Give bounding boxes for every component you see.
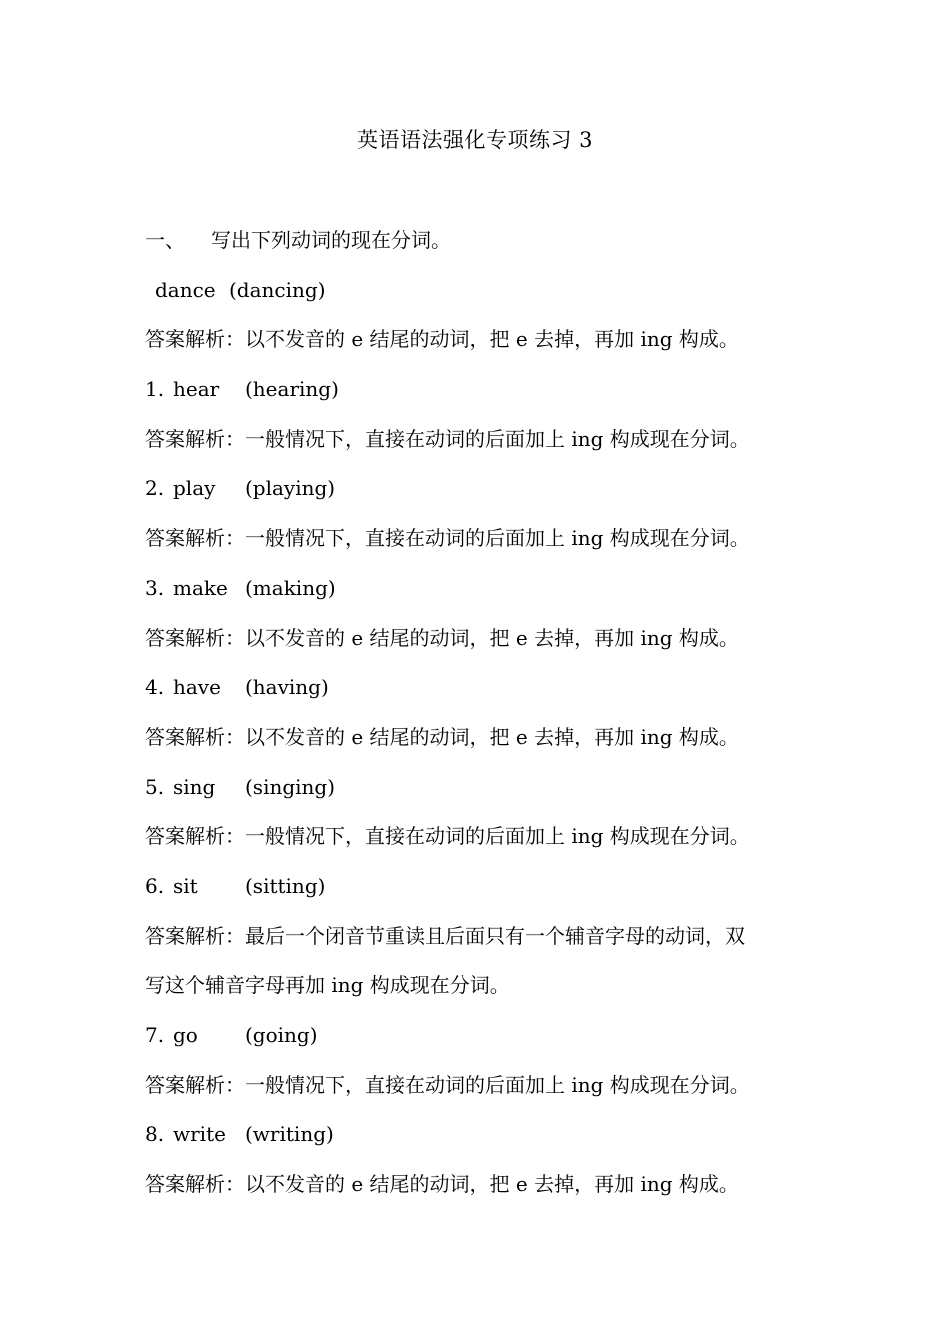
item-word: go [173, 1023, 198, 1047]
item-number: 6. [145, 873, 165, 898]
section-heading [145, 224, 825, 274]
item-explanation: 答案解析：一般情况下，直接在动词的后面加上 ing 构成现在分词。 [145, 426, 750, 451]
page-title: 英语语法强化专项练习 3 [356, 128, 594, 152]
item-number: 1. [145, 377, 165, 402]
item-explanation: 答案解析：以不发音的 e 结尾的动词，把 e 去掉，再加 ing 构成。 [145, 724, 739, 749]
item-word: hear [173, 377, 220, 402]
item-answer: (playing) [245, 476, 336, 501]
section-number: 一、 [145, 228, 185, 252]
item-explanation: 答案解析：以不发音的 e 结尾的动词，把 e 去掉，再加 ing 构成。 [145, 625, 739, 650]
exercise-content [145, 224, 825, 1218]
exercise-item-6 [145, 870, 825, 920]
item-number: 7. [145, 1023, 165, 1047]
item-answer: (hearing) [245, 377, 339, 402]
item-word: have [173, 675, 221, 700]
exercise-item-1 [145, 373, 825, 423]
exercise-item-3 [145, 572, 825, 622]
item-answer: (making) [245, 575, 336, 600]
exercise-item-5 [145, 771, 825, 821]
item-explanation-continued: 写这个辅音字母再加 ing 构成现在分词。 [145, 973, 510, 998]
example-item [145, 274, 825, 324]
example-explanation: 答案解析：以不发音的 e 结尾的动词，把 e 去掉，再加 ing 构成。 [145, 327, 739, 352]
item-number: 2. [145, 476, 165, 501]
example-answer: (dancing) [229, 277, 326, 302]
exercise-item-4 [145, 671, 825, 721]
item-answer: (going) [245, 1023, 318, 1047]
item-word: sit [173, 873, 198, 898]
item-number: 3. [145, 575, 165, 600]
section-heading-text: 写出下列动词的现在分词。 [211, 228, 451, 252]
item-word: sing [173, 774, 216, 799]
exercise-item-2 [145, 472, 825, 522]
item-word: write [173, 1122, 226, 1147]
exercise-item-7 [145, 1019, 825, 1069]
item-number: 8. [145, 1122, 165, 1147]
item-answer: (singing) [245, 774, 336, 799]
example-word: dance [155, 277, 216, 302]
exercise-item-8 [145, 1118, 825, 1168]
item-explanation: 答案解析：最后一个闭音节重读且后面只有一个辅音字母的动词，双 [145, 923, 745, 948]
item-word: play [173, 476, 216, 501]
item-word: make [173, 575, 228, 600]
item-explanation: 答案解析：一般情况下，直接在动词的后面加上 ing 构成现在分词。 [145, 526, 750, 551]
item-explanation: 答案解析：以不发音的 e 结尾的动词，把 e 去掉，再加 ing 构成。 [145, 1172, 739, 1197]
item-explanation: 答案解析：一般情况下，直接在动词的后面加上 ing 构成现在分词。 [145, 824, 750, 849]
item-explanation: 答案解析：一般情况下，直接在动词的后面加上 ing 构成现在分词。 [145, 1072, 750, 1097]
item-answer: (writing) [245, 1122, 334, 1147]
item-answer: (sitting) [245, 873, 326, 898]
item-number: 4. [145, 675, 165, 700]
item-answer: (having) [245, 675, 329, 700]
item-number: 5. [145, 774, 165, 799]
